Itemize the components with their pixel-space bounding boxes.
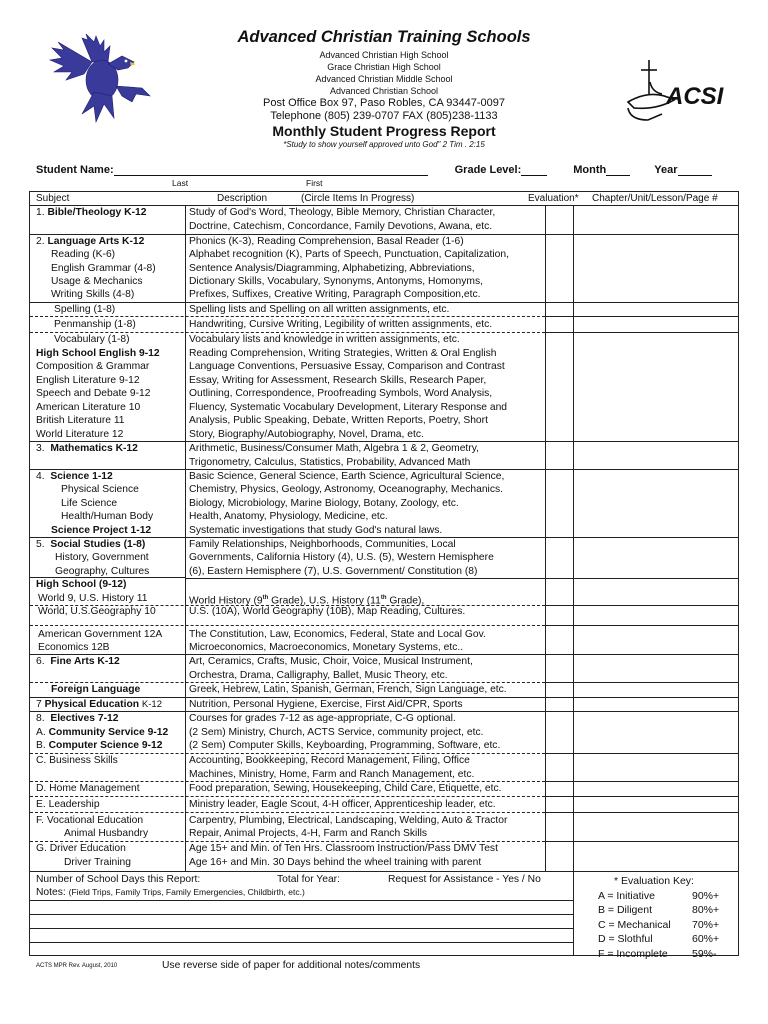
school-line-4: Advanced Christian School (329, 86, 439, 96)
report-title: Monthly Student Progress Report (272, 123, 496, 139)
desc-language-2: Alphabet recognition (K), Parts of Speech, Punctuation, Capitalization, (189, 249, 509, 260)
subject-penmanship: Penmanship (1-8) (54, 319, 136, 330)
key-row: A = Initiative 90%+ (598, 889, 720, 902)
desc-vocab-6: Fluency, Systematic Vocabulary Development, Literary Response and (189, 402, 508, 413)
desc-business-2: Machines, Ministry, Home, Farm and Ranch Management, etc. (189, 769, 475, 780)
subject-home-management: D. Home Management (36, 783, 140, 794)
subject-science-project: Science Project 1-12 (51, 525, 152, 536)
subject-english-grammar: English Grammar (4-8) (51, 263, 156, 274)
subject-animal-husbandry: Animal Husbandry (64, 828, 149, 839)
desc-social-3: (6), Eastern Hemisphere (7), U.S. Government/ Constitution (8) (189, 566, 478, 577)
desc-spelling: Spelling lists and Spelling on all written assignments, etc. (189, 304, 450, 315)
subject-social-studies: 5. Social Studies (1-8) (36, 539, 146, 550)
notes-line[interactable] (30, 900, 573, 901)
school-line-2: Grace Christian High School (327, 62, 441, 72)
evaluation-key-title: * Evaluation Key: (614, 875, 694, 887)
year-field[interactable] (678, 164, 712, 176)
key-row: F = Incomplete 59%- (598, 947, 717, 960)
subject-vocabulary: Vocabulary (1-8) (54, 334, 130, 345)
school-phone: Telephone (805) 239-0707 FAX (805)238-1133 (270, 110, 498, 122)
form-code: ACTS MPR Rev. August, 2010 (36, 963, 118, 969)
desc-vocab-8: Story, Biography/Autobiography, Novel, Drama, etc. (189, 429, 424, 440)
desc-vocab-4: Essay, Writing for Assessment, Research Skills, Research Paper, (189, 375, 487, 386)
key-row: B = Diligent 80%+ (598, 904, 720, 916)
subject-bible: 1. Bible/Theology K-12 (36, 207, 147, 218)
subject-vocational: F. Vocational Education (36, 815, 144, 826)
subject-world-history: World 9, U.S. History 11 (38, 593, 148, 604)
total-year-label: Total for Year: (277, 874, 340, 885)
subject-writing-skills: Writing Skills (4-8) (51, 289, 135, 300)
desc-science-4: Health, Anatomy, Physiology, Medicine, etc. (189, 511, 388, 522)
header-description: Description (217, 193, 268, 204)
subject-spelling: Spelling (1-8) (54, 304, 116, 315)
desc-home: Food preparation, Sewing, Housekeeping, Child Care, Etiquette, etc. (189, 783, 502, 794)
reverse-side-note: Use reverse side of paper for additional notes/comments (162, 960, 421, 971)
school-days-label: Number of School Days this Report: (36, 874, 201, 885)
month-field[interactable] (606, 164, 630, 176)
desc-electives-1: Courses for grades 7-12 as age-appropriate, C-G optional. (189, 713, 456, 724)
student-name-field[interactable] (114, 164, 428, 176)
desc-language-5: Prefixes, Suffixes, Creative Writing, Paragraph Composition,etc. (189, 289, 481, 300)
footer-divider (573, 872, 574, 956)
desc-language-1: Phonics (K-3), Reading Comprehension, Basal Reader (1-6) (189, 236, 464, 247)
divider-subject (185, 205, 186, 871)
grade-level-field[interactable] (521, 164, 547, 176)
last-name-label: Last (172, 178, 189, 188)
desc-gov-2: Microeconomics, Macroeconomics, Monetary Systems, etc.. (189, 642, 464, 653)
desc-electives-2: (2 Sem) Ministry, Church, ACTS Service, community project, etc. (189, 727, 484, 738)
assistance-label: Request for Assistance - Yes / No (388, 874, 541, 885)
desc-driver-2: Age 16+ and Min. 30 Days behind the wheel training with parent (189, 857, 482, 868)
desc-social-2: Governments, California History (4), U.S. (5), Western Hemisphere (189, 552, 494, 563)
desc-driver-1: Age 15+ and Min. of Ten Hrs. Classroom Instruction/Pass DMV Test (189, 843, 498, 854)
desc-science-1: Basic Science, General Science, Earth Science, Agricultural Science, (189, 471, 505, 482)
school-line-1: Advanced Christian High School (319, 50, 449, 60)
subject-reading: Reading (K-6) (51, 249, 116, 260)
subject-health: Health/Human Body (61, 511, 154, 522)
notes-line[interactable] (30, 928, 573, 929)
first-name-label: First (306, 178, 323, 188)
desc-business-1: Accounting, Bookkeeping, Record Management, Filing, Office (189, 755, 470, 766)
key-row: D = Slothful 60%+ (598, 933, 720, 945)
subject-pe: 7 Physical Education K-12 (36, 699, 162, 710)
subject-math: 3. Mathematics K-12 (36, 443, 138, 454)
subject-life-science: Life Science (61, 498, 118, 509)
subject-fine-arts: 6. Fine Arts K-12 (36, 656, 120, 667)
student-name-label: Student Name: (36, 164, 114, 176)
desc-arts-2: Orchestra, Drama, Calligraphy, Ballet, Music Theory, etc. (189, 670, 448, 681)
desc-world-geography: U.S. (10A), World Geography (10B), Map Reading, Cultures. (189, 606, 466, 617)
subject-business-skills: C. Business Skills (36, 755, 118, 766)
desc-electives-3: (2 Sem) Computer Skills, Keyboarding, Programming, Software, etc. (189, 740, 501, 751)
subject-foreign-language: Foreign Language (51, 684, 141, 695)
subject-economics: Economics 12B (38, 642, 110, 653)
subject-geography: Geography, Cultures (55, 566, 150, 577)
desc-bible-2: Doctrine, Catechism, Concordance, Family Devotions, Awana, etc. (189, 221, 493, 232)
student-info-row (36, 164, 712, 176)
subject-electives: 8. Electives 7-12 (36, 713, 119, 724)
subject-world-lit: World Literature 12 (36, 429, 124, 440)
subject-leadership: E. Leadership (36, 799, 100, 810)
school-name: Advanced Christian Training Schools (237, 28, 531, 46)
header-evaluation: Evaluation* (528, 193, 579, 204)
subject-high-school: High School (9-12) (36, 579, 127, 590)
evaluation-key (586, 874, 719, 961)
desc-foreign-language: Greek, Hebrew, Latin, Spanish, German, French, Sign Language, etc. (189, 684, 507, 695)
school-address: Post Office Box 97, Paso Robles, CA 93447-0097 (263, 97, 505, 109)
desc-vocational-2: Repair, Animal Projects, 4-H, Farm and Ranch Skills (189, 828, 428, 839)
row-line-dashed (30, 316, 545, 317)
key-row: C = Mechanical 70%+ (598, 918, 720, 931)
desc-vocab-1: Vocabulary lists and knowledge in written assignments, etc. (189, 334, 460, 345)
subject-computer-science: B. Computer Science 9-12 (36, 740, 163, 751)
chapter-column[interactable] (574, 206, 738, 871)
desc-science-3: Biology, Microbiology, Marine Biology, Botany, Zoology, etc. (189, 498, 459, 509)
desc-pe: Nutrition, Personal Hygiene, Exercise, First Aid/CPR, Sports (189, 699, 463, 710)
row-line-dashed (30, 625, 545, 626)
subject-american-lit: American Literature 10 (36, 402, 141, 413)
header-subject: Subject (36, 193, 70, 204)
desc-science-2: Chemistry, Physics, Geology, Astronomy, Oceanography, Mechanics. (189, 484, 503, 495)
acsi-logo (622, 48, 728, 130)
desc-language-4: Dictionary Skills, Vocabulary, Synonyms, Antonyms, Homonyms, (189, 276, 483, 287)
header-circle: (Circle Items In Progress) (301, 193, 415, 204)
desc-vocab-3: Language Conventions, Persuasive Essay, Comparison and Contrast (189, 361, 505, 372)
subject-composition: Composition & Grammar (36, 361, 150, 372)
desc-arts-1: Art, Ceramics, Crafts, Music, Choir, Voice, Musical Instrument, (189, 656, 473, 667)
subject-language-arts: 2. Language Arts K-12 (36, 236, 145, 247)
subject-hs-english: High School English 9-12 (36, 348, 160, 359)
subject-science: 4. Science 1-12 (36, 471, 113, 482)
desc-world-history: World History (9th Grade), U.S. History (11th Grade), (189, 595, 425, 607)
desc-gov-1: The Constitution, Law, Economics, Federal, State and Local Gov. (189, 629, 486, 640)
notes-line[interactable] (30, 914, 573, 915)
subject-history-gov: History, Government (55, 552, 149, 563)
subject-world-geography: World, U.S.Geography 10 (38, 606, 156, 617)
header-chapter: Chapter/Unit/Lesson/Page # (592, 193, 718, 204)
year-label: Year (654, 164, 678, 176)
desc-leadership: Ministry leader, Eagle Scout, 4-H officer, Apprenticeship leader, etc. (189, 799, 496, 810)
school-line-3: Advanced Christian Middle School (315, 74, 453, 84)
desc-penmanship: Handwriting, Cursive Writing, Legibility of written assignments, etc. (189, 319, 493, 330)
desc-bible-1: Study of God's Word, Theology, Bible Memory, Christian Character, (189, 207, 496, 218)
subject-usage-mechanics: Usage & Mechanics (51, 276, 143, 287)
report-verse: *Study to show yourself approved unto God" 2 Tim . 2:15 (283, 140, 485, 149)
subject-driver-training: Driver Training (64, 857, 131, 868)
acsi-text: ACSI (666, 83, 724, 110)
subject-physical-science: Physical Science (61, 484, 139, 495)
notes-line[interactable] (30, 942, 573, 943)
desc-vocab-7: Analysis, Public Speaking, Debate, Written Reports, Poetry, Short (189, 415, 488, 426)
subject-community-service: A. Community Service 9-12 (36, 727, 169, 738)
grade-level-label: Grade Level: (454, 164, 522, 176)
desc-language-3: Sentence Analysis/Diagramming, Alphabetizing, Abbreviations, (189, 263, 475, 274)
desc-vocab-2: Reading Comprehension, Writing Strategies, Written & Oral English (189, 348, 497, 359)
row-line (30, 577, 185, 578)
subject-british-lit: British Literature 11 (36, 415, 125, 426)
subject-american-gov: American Government 12A (38, 629, 163, 640)
desc-vocational-1: Carpentry, Plumbing, Electrical, Landscaping, Welding, Auto & Tractor (189, 815, 508, 826)
desc-math-2: Trigonometry, Calculus, Statistics, Probability, Advanced Math (189, 457, 471, 468)
subject-speech-debate: Speech and Debate 9-12 (36, 388, 151, 399)
progress-table (29, 191, 739, 872)
desc-math-1: Arithmetic, Business/Consumer Math, Algebra 1 & 2, Geometry, (189, 443, 479, 454)
desc-science-5: Systematic investigations that study God's natural laws. (189, 525, 443, 536)
row-line-dashed (30, 796, 545, 797)
subject-driver-education: G. Driver Education (36, 843, 126, 854)
desc-social-1: Family Relationships, Neighborhoods, Communities, Local (189, 539, 456, 550)
evaluation-column[interactable] (546, 206, 573, 871)
row-line-dashed (30, 812, 545, 813)
subject-english-lit: English Literature 9-12 (36, 375, 140, 386)
month-label: Month (573, 164, 607, 176)
desc-vocab-5: Outlining, Correspondence, Proofreading Symbols, Word Analysis, (189, 388, 493, 399)
notes-label: Notes: (Field Trips, Family Trips, Family Emergencies, Childbirth, etc.) (36, 887, 305, 898)
